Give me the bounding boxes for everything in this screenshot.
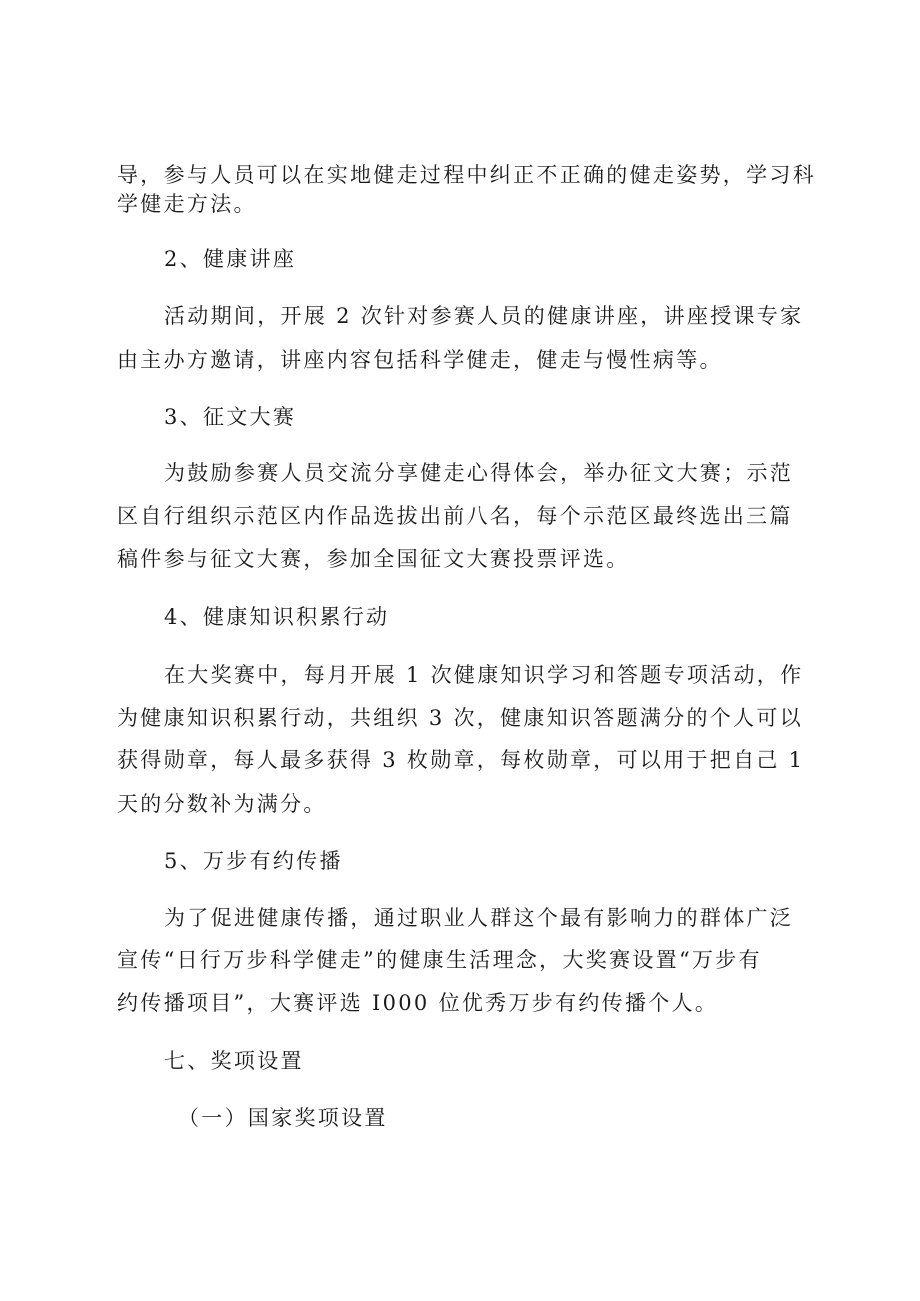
subsection-heading: （一）国家奖项设置 <box>178 1106 388 1130</box>
body-text-line: 活动期间，开展 2 次针对参赛人员的健康讲座，讲座授课专家 <box>164 304 804 328</box>
section-heading: 2、健康讲座 <box>164 247 297 271</box>
section-heading: 4、健康知识积累行动 <box>164 605 390 629</box>
body-text-line: 在大奖赛中，每月开展 1 次健康知识学习和答题专项活动，作 <box>164 663 804 687</box>
body-text-line: 由主办方邀请，讲座内容包括科学健走，健走与慢性病等。 <box>117 348 723 372</box>
body-text-line: 为鼓励参赛人员交流分享健走心得体会，举办征文大赛；示范 <box>164 461 794 485</box>
section-heading: 5、万步有约传播 <box>164 849 343 873</box>
body-text-line: 为了促进健康传播，通过职业人群这个最有影响力的群体广泛 <box>164 906 794 930</box>
body-text-line: 约传播项目”，大赛评选 I000 位优秀万步有约传播个人。 <box>117 991 719 1015</box>
section-heading: 3、征文大赛 <box>164 405 297 429</box>
body-text-line: 学健走方法。 <box>117 192 257 216</box>
body-text-line: 宣传“日行万步科学健走”的健康生活理念，大奖赛设置“万步有 <box>117 948 762 972</box>
body-text-line: 为健康知识积累行动，共组织 3 次，健康知识答题满分的个人可以 <box>117 706 804 730</box>
body-text-line: 导，参与人员可以在实地健走过程中纠正不正确的健走姿势，学习科 <box>117 163 816 187</box>
chapter-heading: 七、奖项设置 <box>164 1049 304 1073</box>
body-text-line: 天的分数补为满分。 <box>117 792 327 816</box>
body-text-line: 稿件参与征文大赛，参加全国征文大赛投票评选。 <box>117 547 630 571</box>
body-text-line: 获得勋章，每人最多获得 3 枚勋章，每枚勋章，可以用于把自己 1 <box>117 748 805 772</box>
body-text-line: 区自行组织示范区内作品选拔出前八名，每个示范区最终选出三篇 <box>117 504 793 528</box>
